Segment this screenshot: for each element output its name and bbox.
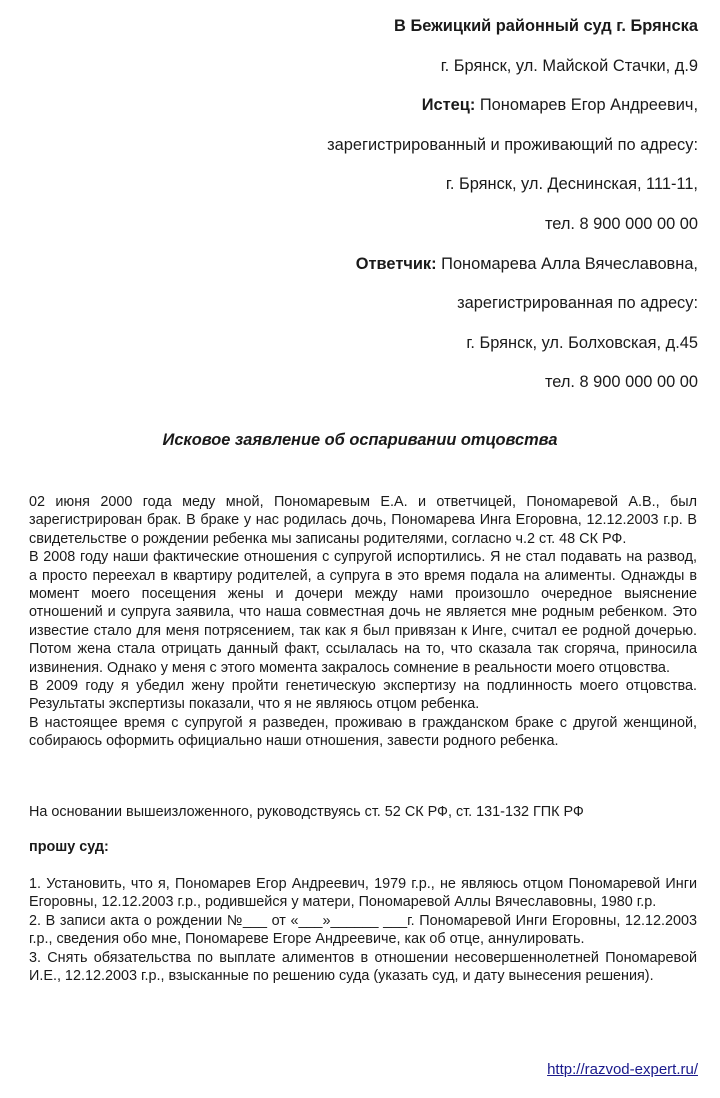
court-name: В Бежицкий районный суд г. Брянска: [394, 17, 698, 35]
basis-text: На основании вышеизложенного, руководствуясь ст. 52 СК РФ, ст. 131-132 ГПК РФ: [29, 804, 584, 820]
request-item: 1. Установить, что я, Пономарев Егор Андреевич, 1979 г.р., не являюсь отцом Пономаревой Инги Егоровны, 12.12.2003 г.р., родившейся у матери, Пономаревой Аллы Вячеславовны, 1980 г.р.: [29, 876, 697, 911]
plaintiff-line: [18, 93, 698, 133]
document-title: Исковое заявление об оспаривании отцовства: [162, 431, 558, 449]
plaintiff-phone: тел. 8 900 000 00 00: [544, 214, 698, 233]
plaintiff-address: г. Брянск, ул. Деснинская, 111-11,: [445, 175, 698, 194]
request-heading: прошу суд:: [29, 839, 109, 855]
paragraph: 02 июня 2000 года меду мной, Пономаревым Е.А. и ответчицей, Пономаревой А.В., был зарегистрирован брак. В браке у нас родилась дочь, Пономарева Инга Егоровна, 12.12.2003 г.р. В свидетельстве о рождении ребенка мы записаны родителями, согласно ч.2 ст. 48 СК РФ.: [29, 494, 697, 547]
request-item: 2. В записи акта о рождении №___ от «___»______ ___г. Пономаревой Инги Егоровны, 12.12.2003 г.р., сведения обо мне, Пономареве Егоре Андреевиче, как об отце, аннулировать.: [29, 912, 697, 948]
defendant-address: г. Брянск, ул. Болховская, д.45: [466, 333, 698, 352]
plaintiff-name: Пономарев Егор Андреевич,: [475, 96, 698, 115]
legal-basis: [29, 803, 697, 821]
defendant-phone: тел. 8 900 000 00 00: [544, 373, 698, 392]
plaintiff-label: Истец:: [421, 96, 476, 115]
paragraph: В 2008 году наши фактические отношения с супругой испортились. Я не стал подавать на развод, а просто переехал в квартиру родителей, а супруга в это время подала на алименты. Однажды в момент моего посещения жены и дочери между нами произошло очередное выяснение отношений и супруга заявила, что наша совместная дочь не является мне родным ребенком. Это известие стало для меня потрясением, так как я был привязан к Инге, считал ее родной дочерью. Потом жена стала отрицать данный факт, ссылалась на то, что сказала так сгоряча, приносила извинения. Однако у меня с этого момента закралось сомнение в реальности моего отцовства.: [29, 549, 697, 676]
defendant-label: Ответчик:: [355, 254, 437, 273]
request-items: [29, 875, 697, 985]
defendant-line: [18, 252, 698, 292]
statement-body: [29, 493, 697, 751]
paragraph: В настоящее время с супругой я разведен, проживаю в гражданском браке с другой женщиной, собираюсь оформить официально наши отношения, завести родного ребенка.: [29, 714, 697, 750]
document-header: [18, 14, 698, 410]
plaintiff-registration: зарегистрированный и проживающий по адресу:: [327, 135, 698, 154]
defendant-registration: зарегистрированная по адресу:: [457, 294, 698, 313]
defendant-name: Пономарева Алла Вячеславовна,: [436, 254, 698, 273]
source-link[interactable]: http://razvod-expert.ru/: [547, 1061, 698, 1078]
court-address: г. Брянск, ул. Майской Стачки, д.9: [440, 56, 698, 75]
court-line: [18, 14, 698, 54]
request-item: 3. Снять обязательства по выплате алиментов в отношении несовершеннолетней Пономаревой И.Е., 12.12.2003 г.р., взысканные по решению суда (указать суд, и дату вынесения решения).: [29, 949, 697, 985]
paragraph: В 2009 году я убедил жену пройти генетическую экспертизу на подлинность моего отцовства. Результаты экспертизы показали, что я не являюсь отцом ребенка.: [29, 678, 697, 713]
